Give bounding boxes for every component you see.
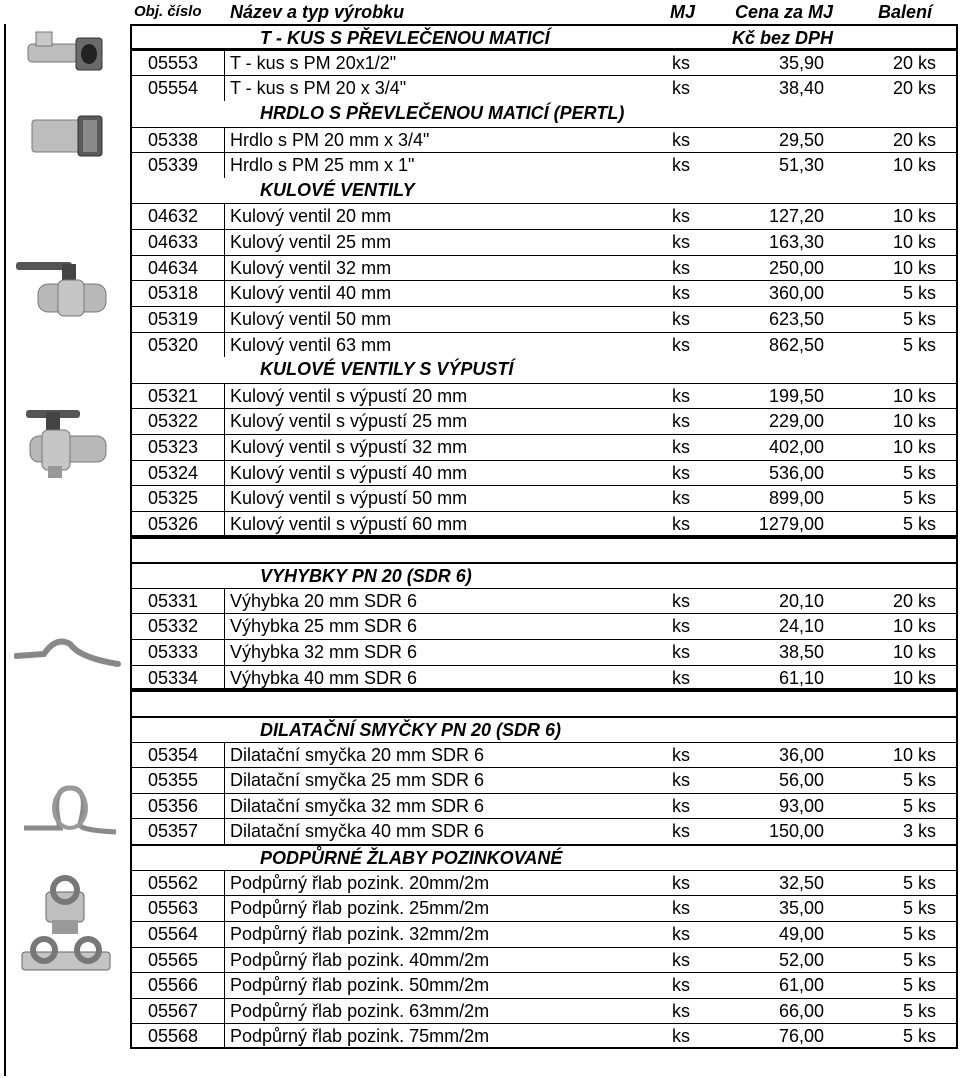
column-divider — [224, 204, 225, 229]
item-unit: ks — [672, 155, 690, 176]
item-price: 623,50 — [768, 308, 824, 329]
table-row — [130, 639, 958, 665]
item-unit: ks — [672, 821, 690, 842]
item-code: 05568 — [148, 1026, 199, 1047]
item-code: 05318 — [148, 283, 199, 304]
table-row — [130, 895, 958, 921]
section-header — [130, 357, 958, 383]
item-unit: ks — [672, 129, 690, 150]
item-name: Podpůrný řlab pozink. 50mm/2m — [230, 975, 490, 996]
section-title: PODPŮRNÉ ŽLABY POZINKOVANÉ — [260, 848, 563, 868]
table-row — [130, 947, 958, 973]
item-name: Výhybka 20 mm SDR 6 — [230, 590, 418, 611]
table-row — [130, 793, 958, 819]
section-header — [130, 844, 958, 870]
item-name: Hrdlo s PM 25 mm x 1" — [230, 155, 415, 176]
section-title: KULOVÉ VENTILY S VÝPUSTÍ — [260, 359, 514, 380]
section-title: DILATAČNÍ SMYČKY PN 20 (SDR 6) — [260, 719, 562, 740]
item-code: 05321 — [148, 385, 199, 406]
header-obj-cislo: Obj. číslo — [134, 3, 202, 20]
item-pack: 10 ks — [892, 744, 936, 765]
item-name: Kulový ventil s výpustí 50 mm — [230, 488, 468, 509]
column-divider — [224, 896, 225, 921]
section-header — [130, 716, 958, 742]
item-unit: ks — [672, 462, 690, 483]
item-name: Výhybka 32 mm SDR 6 — [230, 642, 418, 662]
column-divider — [224, 486, 225, 511]
item-price: 163,30 — [768, 232, 824, 252]
table-row — [130, 434, 958, 460]
item-price: 29,50 — [778, 129, 824, 150]
column-divider — [224, 999, 225, 1024]
item-code: 05333 — [148, 642, 199, 662]
item-pack: 10 ks — [892, 642, 936, 662]
item-code: 05323 — [148, 437, 199, 457]
item-name: Podpůrný řlab pozink. 20mm/2m — [230, 872, 490, 893]
table-row — [130, 485, 958, 511]
item-price: 51,30 — [778, 155, 824, 176]
item-price: 150,00 — [768, 821, 824, 842]
item-price: 49,00 — [778, 923, 824, 944]
item-pack: 5 ks — [902, 1000, 936, 1021]
item-pack: 10 ks — [892, 206, 936, 227]
item-code: 04632 — [148, 206, 199, 227]
column-divider — [224, 51, 225, 76]
column-divider — [224, 973, 225, 998]
header-nazev: Název a typ výrobku — [230, 2, 405, 22]
section-title: VYHYBKY PN 20 (SDR 6) — [260, 566, 472, 587]
item-name: Kulový ventil s výpustí 32 mm — [230, 437, 468, 457]
item-unit: ks — [672, 308, 690, 329]
item-unit: ks — [672, 923, 690, 944]
item-code: 05354 — [148, 744, 199, 765]
column-divider — [224, 743, 225, 768]
column-divider — [224, 384, 225, 409]
item-code: 05331 — [148, 590, 199, 611]
item-code: 05320 — [148, 334, 199, 355]
item-price: 32,50 — [778, 872, 824, 893]
item-unit: ks — [672, 898, 690, 919]
item-pack: 5 ks — [902, 872, 936, 893]
table-row — [130, 306, 958, 332]
item-unit: ks — [672, 1000, 690, 1021]
section-header — [130, 101, 958, 127]
column-divider — [224, 948, 225, 973]
item-name: Podpůrný řlab pozink. 32mm/2m — [230, 923, 490, 944]
item-price: 61,10 — [778, 667, 824, 688]
item-price: 61,00 — [778, 975, 824, 996]
item-price: 52,00 — [778, 949, 824, 970]
column-divider — [224, 922, 225, 947]
item-code: 04633 — [148, 232, 199, 252]
currency-note: Kč bez DPH — [732, 28, 834, 48]
column-divider — [224, 614, 225, 639]
table-row — [130, 203, 958, 229]
column-divider — [224, 871, 225, 896]
item-unit: ks — [672, 52, 690, 73]
item-unit: ks — [672, 437, 690, 457]
column-divider — [224, 512, 225, 535]
item-name: Kulový ventil s výpustí 25 mm — [230, 411, 468, 432]
item-code: 05322 — [148, 411, 199, 432]
table-row — [130, 152, 958, 178]
item-unit: ks — [672, 642, 690, 662]
column-divider — [224, 640, 225, 665]
item-pack: 10 ks — [892, 616, 936, 637]
item-pack: 10 ks — [892, 385, 936, 406]
item-code: 05334 — [148, 667, 199, 688]
column-divider — [224, 819, 225, 844]
item-unit: ks — [672, 488, 690, 509]
item-name: T - kus s PM 20 x 3/4" — [230, 78, 407, 99]
column-divider — [224, 307, 225, 332]
item-pack: 5 ks — [902, 488, 936, 509]
item-pack: 5 ks — [902, 1026, 936, 1047]
column-divider — [224, 256, 225, 281]
item-code: 05566 — [148, 975, 199, 996]
column-divider — [224, 666, 225, 689]
item-code: 05554 — [148, 78, 199, 99]
item-name: Výhybka 40 mm SDR 6 — [230, 667, 418, 688]
column-divider — [224, 435, 225, 460]
item-code: 05326 — [148, 513, 199, 534]
table-row — [130, 588, 958, 614]
table-row — [130, 383, 958, 409]
header-baleni: Balení — [878, 2, 933, 22]
item-price: 229,00 — [768, 411, 824, 432]
item-code: 05338 — [148, 129, 199, 150]
item-unit: ks — [672, 232, 690, 252]
item-unit: ks — [672, 283, 690, 304]
item-pack: 5 ks — [902, 795, 936, 816]
column-divider — [224, 230, 225, 255]
item-name: Podpůrný řlab pozink. 63mm/2m — [230, 1000, 490, 1021]
item-name: Kulový ventil 32 mm — [230, 257, 392, 278]
item-name: Dilatační smyčka 25 mm SDR 6 — [230, 770, 485, 791]
item-name: Dilatační smyčka 20 mm SDR 6 — [230, 744, 485, 765]
item-unit: ks — [672, 616, 690, 637]
column-divider — [224, 333, 225, 358]
item-unit: ks — [672, 872, 690, 893]
item-code: 05319 — [148, 308, 199, 329]
item-pack: 5 ks — [902, 898, 936, 919]
item-unit: ks — [672, 1026, 690, 1047]
ball-valve-drain-icon — [20, 404, 116, 484]
item-pack: 5 ks — [902, 283, 936, 304]
item-pack: 20 ks — [892, 590, 936, 611]
item-code: 05324 — [148, 462, 199, 483]
table-row — [130, 280, 958, 306]
item-pack: 10 ks — [892, 257, 936, 278]
item-name: Kulový ventil 50 mm — [230, 308, 392, 329]
item-code: 05565 — [148, 949, 199, 970]
column-divider — [224, 768, 225, 793]
item-pack: 20 ks — [892, 129, 936, 150]
item-price: 250,00 — [768, 257, 824, 278]
item-pack: 10 ks — [892, 155, 936, 176]
item-pack: 3 ks — [902, 821, 936, 842]
item-pack: 5 ks — [902, 923, 936, 944]
table-row — [130, 50, 958, 76]
column-divider — [224, 153, 225, 178]
section-header — [130, 24, 958, 50]
section-header — [130, 562, 958, 588]
table-row — [130, 408, 958, 434]
item-price: 66,00 — [778, 1000, 824, 1021]
table-row — [130, 818, 958, 844]
item-price: 899,00 — [768, 488, 824, 509]
item-name: Kulový ventil 20 mm — [230, 206, 392, 227]
item-price: 20,10 — [778, 590, 824, 611]
item-pack: 5 ks — [902, 462, 936, 483]
item-name: Kulový ventil s výpustí 20 mm — [230, 385, 468, 406]
item-price: 76,00 — [778, 1026, 824, 1047]
socket-nut-icon — [30, 112, 108, 160]
table-row — [130, 767, 958, 793]
price-table — [130, 24, 958, 1049]
blank-row — [130, 537, 958, 563]
table-row — [130, 921, 958, 947]
section-title: T - KUS S PŘEVLEČENOU MATICÍ — [260, 28, 550, 48]
item-unit: ks — [672, 795, 690, 816]
item-name: T - kus s PM 20x1/2" — [230, 52, 397, 73]
item-name: Kulový ventil 25 mm — [230, 232, 392, 252]
table-row — [130, 75, 958, 101]
item-name: Hrdlo s PM 20 mm x 3/4" — [230, 129, 430, 150]
item-price: 56,00 — [778, 770, 824, 791]
table-row — [130, 613, 958, 639]
item-unit: ks — [672, 744, 690, 765]
item-pack: 5 ks — [902, 975, 936, 996]
item-code: 05332 — [148, 616, 199, 637]
item-pack: 20 ks — [892, 52, 936, 73]
item-unit: ks — [672, 667, 690, 688]
item-name: Kulový ventil 40 mm — [230, 283, 392, 304]
item-unit: ks — [672, 257, 690, 278]
column-divider — [224, 76, 225, 101]
item-code: 05567 — [148, 1000, 199, 1021]
item-name: Podpůrný řlab pozink. 75mm/2m — [230, 1026, 490, 1047]
section-header — [130, 178, 958, 204]
column-divider — [224, 128, 225, 153]
item-code: 05562 — [148, 872, 199, 893]
section-title: KULOVÉ VENTILY — [260, 179, 415, 200]
column-divider — [224, 461, 225, 486]
item-price: 38,50 — [778, 642, 824, 662]
item-price: 24,10 — [778, 616, 824, 637]
item-price: 93,00 — [778, 795, 824, 816]
bypass-pipe-icon — [14, 630, 124, 670]
item-price: 536,00 — [768, 462, 824, 483]
table-row — [130, 742, 958, 768]
column-divider — [224, 409, 225, 434]
item-code: 05325 — [148, 488, 199, 509]
table-row — [130, 870, 958, 896]
item-name: Kulový ventil s výpustí 60 mm — [230, 513, 468, 534]
item-pack: 5 ks — [902, 770, 936, 791]
table-row — [130, 972, 958, 998]
item-code: 04634 — [148, 257, 199, 278]
item-code: 05355 — [148, 770, 199, 791]
item-pack: 5 ks — [902, 513, 936, 534]
item-unit: ks — [672, 770, 690, 791]
item-unit: ks — [672, 949, 690, 970]
item-price: 35,90 — [778, 52, 824, 73]
column-divider — [224, 589, 225, 614]
section-title: HRDLO S PŘEVLEČENOU MATICÍ (PERTL) — [260, 102, 625, 123]
t-piece-icon — [26, 30, 106, 78]
item-price: 38,40 — [778, 78, 824, 99]
column-headers — [0, 0, 960, 24]
item-price: 199,50 — [768, 385, 824, 406]
header-mj: MJ — [670, 2, 696, 22]
item-price: 35,00 — [778, 898, 824, 919]
item-pack: 5 ks — [902, 334, 936, 355]
item-unit: ks — [672, 590, 690, 611]
table-row — [130, 511, 958, 537]
column-divider — [224, 1024, 225, 1047]
item-price: 36,00 — [778, 744, 824, 765]
item-code: 05339 — [148, 155, 199, 176]
table-row — [130, 255, 958, 281]
table-row — [130, 127, 958, 153]
table-row — [130, 1023, 958, 1049]
ball-valve-icon — [14, 258, 110, 318]
item-price: 127,20 — [768, 206, 824, 227]
item-unit: ks — [672, 411, 690, 432]
item-price: 1279,00 — [758, 513, 824, 534]
item-code: 05357 — [148, 821, 199, 842]
image-column — [4, 24, 132, 1076]
item-pack: 10 ks — [892, 411, 936, 432]
item-name: Kulový ventil s výpustí 40 mm — [230, 462, 468, 483]
table-row — [130, 665, 958, 691]
header-cena: Cena za MJ — [735, 2, 834, 22]
item-price: 360,00 — [768, 283, 824, 304]
column-divider — [224, 281, 225, 306]
item-name: Dilatační smyčka 40 mm SDR 6 — [230, 821, 485, 842]
column-divider — [224, 794, 225, 819]
item-unit: ks — [672, 334, 690, 355]
table-row — [130, 998, 958, 1024]
item-price: 862,50 — [768, 334, 824, 355]
item-name: Dilatační smyčka 32 mm SDR 6 — [230, 795, 485, 816]
item-name: Podpůrný řlab pozink. 25mm/2m — [230, 898, 490, 919]
expansion-loop-icon — [20, 780, 120, 840]
blank-row — [130, 690, 958, 716]
item-code: 05564 — [148, 923, 199, 944]
table-row — [130, 460, 958, 486]
item-pack: 10 ks — [892, 667, 936, 688]
item-unit: ks — [672, 385, 690, 406]
table-row — [130, 332, 958, 358]
item-unit: ks — [672, 975, 690, 996]
item-price: 402,00 — [768, 437, 824, 457]
item-name: Podpůrný řlab pozink. 40mm/2m — [230, 949, 490, 970]
item-pack: 10 ks — [892, 232, 936, 252]
item-pack: 5 ks — [902, 949, 936, 970]
item-unit: ks — [672, 206, 690, 227]
item-code: 05356 — [148, 795, 199, 816]
item-code: 05563 — [148, 898, 199, 919]
table-row — [130, 229, 958, 255]
item-unit: ks — [672, 78, 690, 99]
item-name: Kulový ventil 63 mm — [230, 334, 392, 355]
support-clamp-icon — [16, 872, 120, 992]
item-pack: 5 ks — [902, 308, 936, 329]
item-pack: 20 ks — [892, 78, 936, 99]
item-code: 05553 — [148, 52, 199, 73]
item-pack: 10 ks — [892, 437, 936, 457]
item-name: Výhybka 25 mm SDR 6 — [230, 616, 418, 637]
item-unit: ks — [672, 513, 690, 534]
